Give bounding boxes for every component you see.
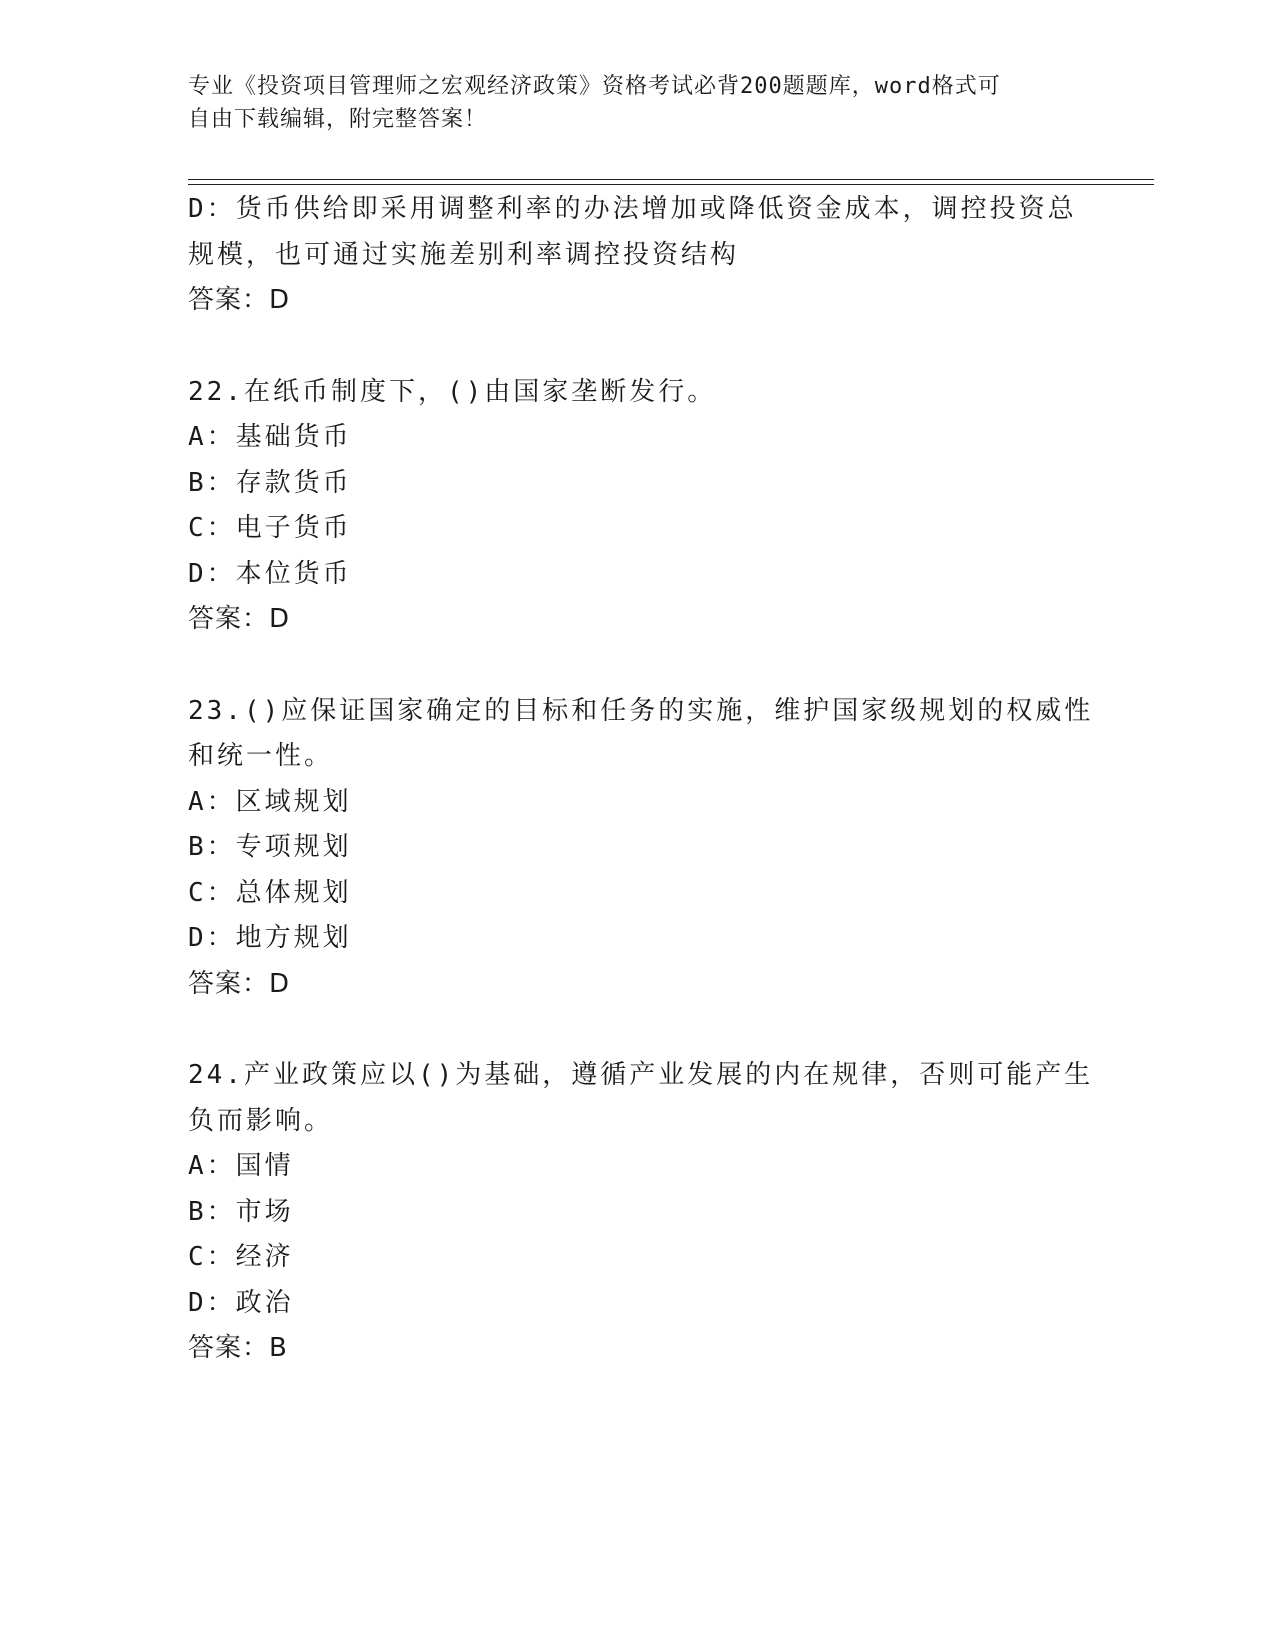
option-c: C：经济 xyxy=(188,1242,294,1272)
option-b: B：专项规划 xyxy=(188,832,352,862)
option-a: A：区域规划 xyxy=(188,786,352,817)
document-header xyxy=(188,70,1068,136)
question-block-24 xyxy=(188,1053,1094,1372)
answer-line: 答案：D xyxy=(188,968,291,999)
option-d-line-1: D：货币供给即采用调整利率的办法增加或降低资金成本，调控投资总 xyxy=(188,194,1077,224)
option-a: A：基础货币 xyxy=(188,422,352,452)
option-b: B：存款货币 xyxy=(188,467,352,498)
option-d: D：政治 xyxy=(188,1287,294,1318)
option-b: B：市场 xyxy=(188,1196,294,1227)
header-rule-top xyxy=(188,179,1154,180)
question-stem-line-2: 负而影响。 xyxy=(188,1105,334,1136)
answer-line: 答案：B xyxy=(188,1333,288,1363)
prev-question-block xyxy=(188,187,1088,324)
question-content xyxy=(188,187,1094,1372)
spacer xyxy=(188,643,1088,689)
option-d: D：本位货币 xyxy=(188,558,352,589)
answer-line: 答案：D xyxy=(188,285,291,315)
question-stem-line-2: 和统一性。 xyxy=(188,741,334,771)
header-line-2: 自由下载编辑，附完整答案！ xyxy=(188,107,488,132)
question-stem: 22.在纸币制度下，()由国家垄断发行。 xyxy=(188,376,717,407)
question-stem-line-1: 23.()应保证国家确定的目标和任务的实施，维护国家级规划的权威性 xyxy=(188,695,1094,726)
option-a: A：国情 xyxy=(188,1151,294,1181)
option-c: C：电子货币 xyxy=(188,513,352,543)
option-d: D：地方规划 xyxy=(188,923,352,953)
answer-line: 答案：D xyxy=(188,604,291,634)
question-block-23 xyxy=(188,689,1094,1008)
header-line-1: 专业《投资项目管理师之宏观经济政策》资格考试必背200题题库，word格式可 xyxy=(188,74,1001,99)
spacer xyxy=(188,1007,1088,1053)
option-d-line-2: 规模，也可通过实施差别利率调控投资结构 xyxy=(188,239,740,270)
option-c: C：总体规划 xyxy=(188,877,352,908)
spacer xyxy=(188,324,1088,370)
question-block-22 xyxy=(188,370,1088,643)
header-rule-bottom xyxy=(188,184,1154,185)
question-stem-line-1: 24.产业政策应以()为基础，遵循产业发展的内在规律，否则可能产生 xyxy=(188,1060,1094,1090)
